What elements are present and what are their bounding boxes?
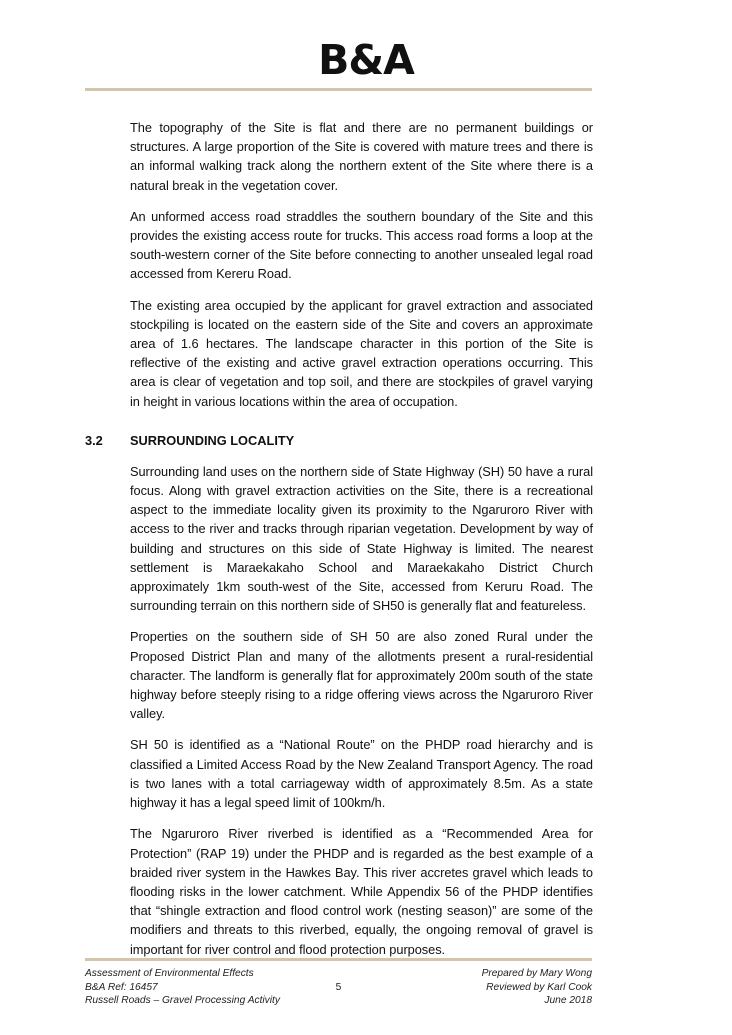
header-divider <box>85 88 592 91</box>
body-paragraph: Properties on the southern side of SH 50 are also zoned Rural under the Proposed District Plan and many of the allotments present a rural-residential character. The landform is generally flat for approximately 200m south of the state highway before steeply rising to a ridge offering views across the Ngaruroro River valley. <box>130 629 593 722</box>
body-paragraph: The Ngaruroro River riverbed is identified as a “Recommended Area for Protection” (RAP 19) under the PHDP and is regarded as the best example of a braided river system in the Hawkes Bay. This river accretes gravel which leads to flooding risks in the lower catchment. While Appendix 56 of the PHDP identifies that “shingle extraction and flood control work (nesting season)” are some of the modifiers and threats to this riverbed, equally, the ongoing removal of gravel is important for river control and flood protection purposes. <box>130 826 593 957</box>
section-number: 3.2 <box>85 432 103 448</box>
footer-prepared-by: Prepared by Mary Wong <box>481 968 592 979</box>
body-paragraph: The topography of the Site is flat and there are no permanent buildings or structures. A large proportion of the Site is covered with mature trees and there is an informal walking track along the northern extent of the Site where there is a natural break in the vegetation cover. <box>130 120 593 193</box>
footer-project: Russell Roads – Gravel Processing Activity <box>85 995 280 1006</box>
footer-divider <box>85 958 592 961</box>
section-title: SURROUNDING LOCALITY <box>130 432 295 448</box>
section-heading <box>85 431 593 450</box>
footer-reviewed-by: Reviewed by Karl Cook <box>486 981 592 993</box>
body-paragraph: SH 50 is identified as a “National Route” on the PHDP road hierarchy and is classified a Limited Access Road by the New Zealand Transport Agency. The road is two lanes with a total carriageway width of approximately 8.5m. As a state highway it has a legal speed limit of 100km/h. <box>130 737 593 811</box>
body-paragraph: The existing area occupied by the applicant for gravel extraction and associated stockpiling is located on the eastern side of the Site and covers an approximate area of 1.6 hectares. The landscape character in this portion of the Site is reflective of the existing and active gravel extraction operations occurring. This area is clear of vegetation and top soil, and there are stockpiles of gravel varying in height in various locations within the area of occupation. <box>130 297 593 409</box>
footer-doc-title: Assessment of Environmental Effects <box>85 968 254 979</box>
footer-authorship <box>482 967 592 1008</box>
body-paragraph: An unformed access road straddles the southern boundary of the Site and this provides the existing access route for trucks. This access road forms a loop at the south-western corner of the Site before connecting to another unsealed legal road accessed from Kereru Road. <box>130 208 593 282</box>
document-body <box>85 118 593 971</box>
company-logo: B&A <box>318 36 414 84</box>
page-number: 5 <box>335 981 342 993</box>
footer-date: June 2018 <box>544 995 592 1006</box>
body-paragraph: Surrounding land uses on the northern side of State Highway (SH) 50 have a rural focus. Along with gravel extraction activities on the Site, there is a recreational aspect to the immediate locality given its proximity to the Ngaruroro River with access to the river and tracks through riparian vegetation. Development by way of building and structures on this side of State Highway is limited. The nearest settlement is Maraekakaho School and Maraekakaho District Church approximately 1km south-west of the Site, accessed from Keruru Road. The surrounding terrain on this northern side of SH50 is generally flat and featureless. <box>130 463 593 614</box>
footer-reference: B&A Ref: 16457 <box>85 981 158 993</box>
